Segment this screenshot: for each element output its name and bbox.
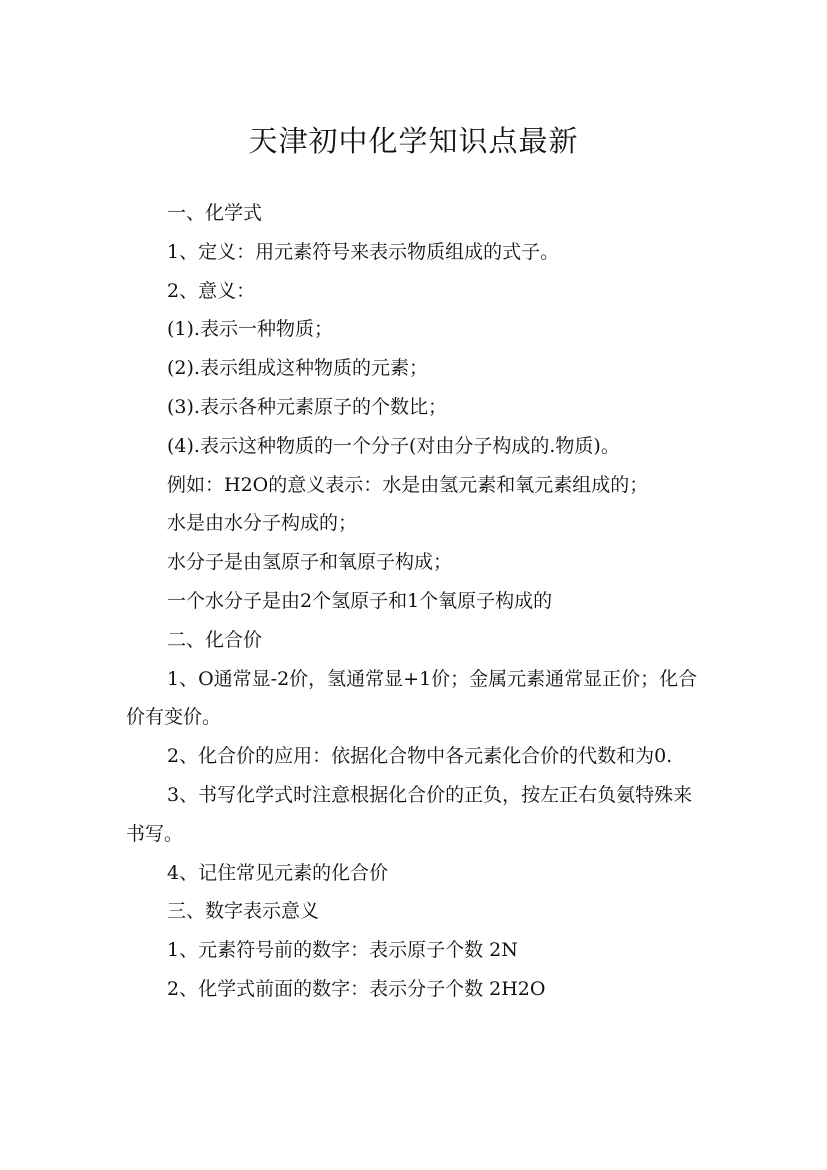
paragraph-meaning: 2、意义： xyxy=(167,279,256,302)
page-title: 天津初中化学知识点最新 xyxy=(248,124,579,159)
list-item-meaning-4: (4).表示这种物质的一个分子(对由分子构成的.物质)。 xyxy=(167,434,620,457)
list-item-meaning-1: (1).表示一种物质； xyxy=(167,318,333,341)
section-heading-number-meaning: 三、数字表示意义 xyxy=(167,900,320,923)
paragraph-definition: 1、定义：用元素符号来表示物质组成的式子。 xyxy=(167,240,560,263)
document-body xyxy=(126,194,706,1009)
paragraph-valence-1: 1、O通常显-2价，氢通常显+1价；金属元素通常显正价；化合价有变价。 xyxy=(126,667,698,729)
section-heading-chemical-formula: 一、化学式 xyxy=(167,202,263,224)
paragraph-number-meaning-1: 1、元素符号前的数字：表示原子个数 2N xyxy=(167,939,518,962)
paragraph-example-line-4: 一个水分子是由2个氢原子和1个氧原子构成的 xyxy=(167,589,553,612)
paragraph-number-meaning-2: 2、化学式前面的数字：表示分子个数 2H2O xyxy=(167,977,546,1000)
paragraph-example: 例如：H2O的意义表示：水是由氢元素和氧元素组成的； xyxy=(167,473,649,496)
list-item-meaning-2: (2).表示组成这种物质的元素； xyxy=(167,357,428,380)
list-item-meaning-3: (3).表示各种元素原子的个数比； xyxy=(167,395,447,418)
section-heading-valence: 二、化合价 xyxy=(167,628,263,651)
paragraph-valence-2: 2、化合价的应用：依据化合物中各元素化合价的代数和为0. xyxy=(167,745,673,768)
paragraph-example-line-3: 水分子是由氢原子和氧原子构成； xyxy=(167,551,453,574)
paragraph-valence-3: 3、书写化学式时注意根据化合价的正负，按左正右负氨特殊来书写。 xyxy=(126,783,693,845)
paragraph-example-line-2: 水是由水分子构成的； xyxy=(167,512,358,535)
paragraph-valence-4: 4、记住常见元素的化合价 xyxy=(167,861,389,884)
